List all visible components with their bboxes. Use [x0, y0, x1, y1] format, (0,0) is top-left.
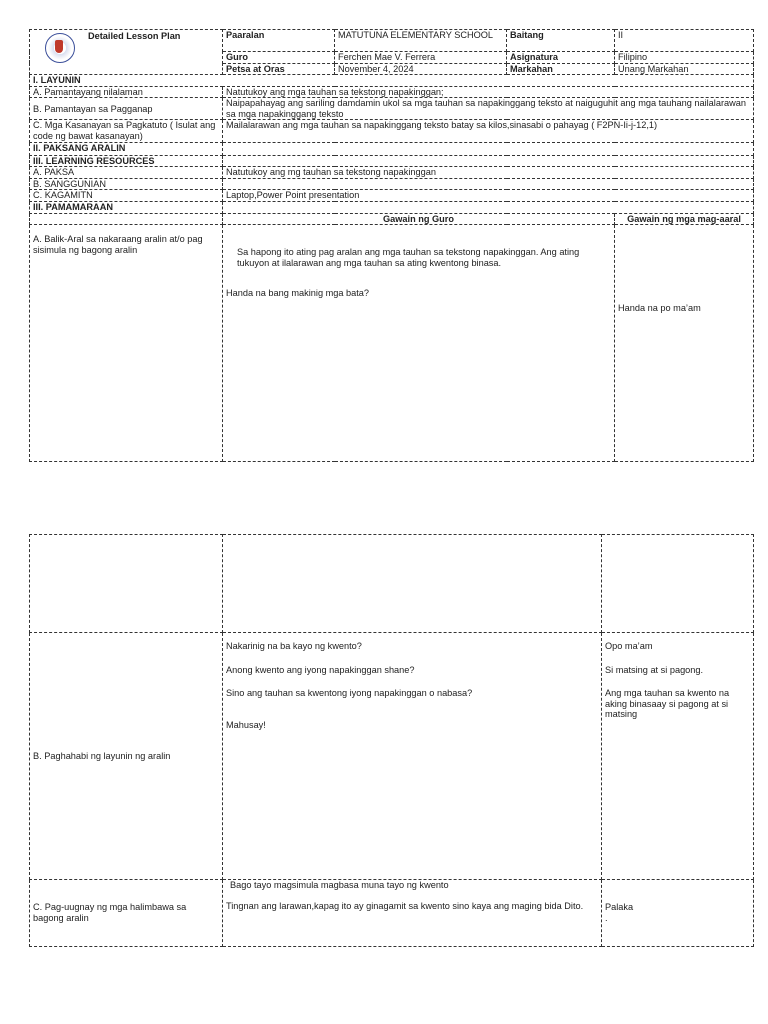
paghahabi-aaral-line-1: Opo ma’am [605, 641, 653, 651]
pag-uugnay-guro-line-1: Bago tayo magsimula magbasa muna tayo ng kwento [230, 880, 449, 890]
balik-aral-label [30, 225, 223, 462]
continuation-blank-guro [223, 535, 602, 633]
gawain-guro-header: Gawain ng Guro [223, 213, 615, 225]
kagamitan-value: Laptop,Power Point presentation [223, 190, 754, 202]
paghahabi-guro-line-3: Sino ang tauhan sa kwentong iyong napakinggan o nabasa? [226, 688, 473, 699]
sanggunian-value [223, 178, 754, 190]
pag-uugnay-label [30, 880, 223, 947]
markahan-label: Markahan [507, 63, 615, 75]
pag-uugnay-guro [223, 880, 602, 947]
guro-label: Guro [223, 52, 335, 64]
petsa-value: November 4, 2024 [335, 63, 507, 75]
paksa-label: A. PAKSA [30, 167, 223, 179]
balik-aral-guro [223, 225, 615, 462]
markahan-value: Unang Markahan [615, 63, 754, 75]
continuation-blank-aaral [602, 535, 754, 633]
lesson-plan-table-page-2 [29, 534, 754, 947]
pamamaraan-heading: III. PAMAMARAAN [30, 201, 223, 213]
paksang-aralin-empty [223, 142, 754, 155]
paksa-value: Natutukoy ang mg tauhan sa tekstong napakinggan [223, 167, 754, 179]
balik-aral-aaral [615, 225, 754, 462]
continuation-blank-label [30, 535, 223, 633]
baitang-label: Baitang [507, 30, 615, 52]
paghahabi-label [30, 633, 223, 880]
paaralan-label: Paaralan [223, 30, 335, 52]
paghahabi-aaral-line-2: Si matsing at si pagong. [605, 664, 704, 675]
pag-uugnay-aaral [602, 880, 754, 947]
guro-value: Ferchen Mae V. Ferrera [335, 52, 507, 64]
paghahabi-aaral-line-3: Ang mga tauhan sa kwento na aking binasaay si pagong at si matsing [605, 688, 730, 720]
balik-aral-label-text: A. Balik-Aral sa nakaraang aralin at/o pag sisimula ng bagong aralin [33, 234, 203, 255]
paghahabi-guro-line-1: Nakarinig na ba kayo ng kwento? [226, 641, 362, 651]
pag-uugnay-aaral-dot: . [605, 912, 608, 923]
paghahabi-guro [223, 633, 602, 880]
balik-aral-guro-intro: Sa hapong ito ating pag aralan ang mga tauhan sa tekstong napakinggan. Ang ating tukuyon at ilalarawan ang mga tauhan sa ating kwentong binasa. [237, 247, 580, 268]
pamantayan-pagganap-label: B. Pamantayan sa Pagganap [30, 98, 223, 120]
header-title-cell [30, 30, 223, 75]
paksang-aralin-heading: II. PAKSANG ARALIN [30, 142, 223, 155]
paghahabi-label-text: B. Paghahabi ng layunin ng aralin [33, 750, 171, 761]
kagamitan-label: C. KAGAMITN [30, 190, 223, 202]
gawain-aaral-header: Gawain ng mga mag-aaral [615, 213, 754, 225]
paaralan-value: MATUTUNA ELEMENTARY SCHOOL [335, 30, 507, 52]
pamantayang-nilalaman-label: A. Pamantayang nilalaman [30, 86, 223, 98]
pamamaraan-header-blank [30, 213, 223, 225]
pag-uugnay-aaral-text: Palaka [605, 902, 634, 912]
kasanayan-label: C. Mga Kasanayan sa Pagkatuto ( Isulat ang code ng bawat kasanayan) [30, 120, 223, 142]
document-title: Detailed Lesson Plan [88, 31, 181, 41]
pamantayan-pagganap-value: Naipapahayag ang sariling damdamin ukol sa mga tauhan sa napakinggang teksto at naiguguhit ang mga tauhang nailalarawan sa mga napakinggang teksto [223, 98, 754, 120]
pamamaraan-empty [223, 201, 754, 213]
deped-seal-icon [45, 33, 75, 63]
asignatura-label: Asignatura [507, 52, 615, 64]
pamantayang-nilalaman-value: Natutukoy ang mga tauhan sa tekstong napakinggan; [223, 86, 754, 98]
lesson-plan-table-page-1 [29, 29, 754, 462]
baitang-value: II [615, 30, 754, 52]
paghahabi-aaral [602, 633, 754, 880]
pag-uugnay-guro-line-2: Tingnan ang larawan,kapag ito ay ginagamit sa kwento sino kaya ang maging bida Dito. [226, 900, 584, 911]
kasanayan-value: Mailalarawan ang mga tauhan sa napakinggang teksto batay sa kilos,sinasabi o pahayag ( F2PN-Ii-j-12,1) [223, 120, 754, 142]
learning-resources-empty [223, 155, 754, 167]
paghahabi-guro-line-4: Mahusay! [226, 719, 266, 730]
learning-resources-heading: III. LEARNING RESOURCES [30, 155, 223, 167]
asignatura-value: Filipino [615, 52, 754, 64]
pag-uugnay-label-text: C. Pag-uugnay ng mga halimbawa sa bagong aralin [33, 902, 187, 923]
layunin-heading: I. LAYUNIN [30, 75, 754, 87]
petsa-label: Petsa at Oras [223, 63, 335, 75]
sanggunian-label: B. SANGGUNIAN [30, 178, 223, 190]
balik-aral-guro-question: Handa na bang makinig mga bata? [226, 288, 370, 299]
balik-aral-aaral-text: Handa na po ma’am [618, 303, 701, 314]
paghahabi-guro-line-2: Anong kwento ang iyong napakinggan shane? [226, 664, 415, 675]
